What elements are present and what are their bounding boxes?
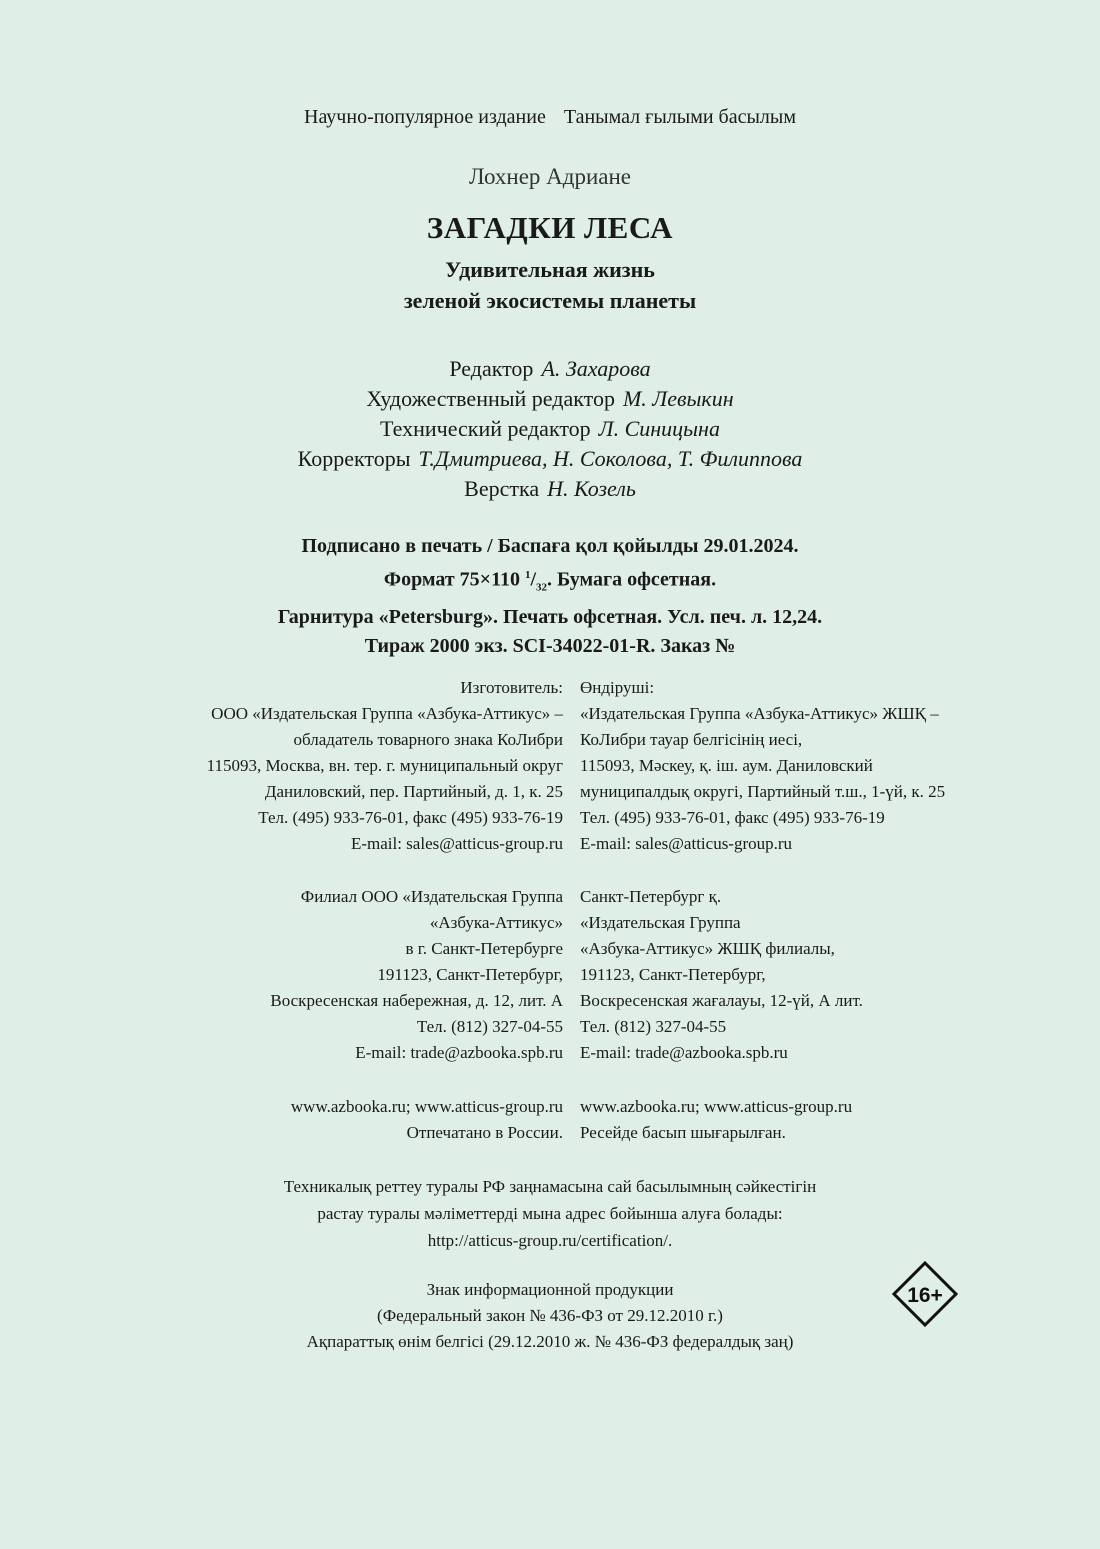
info-sign-line: Ақпараттық өнім белгісі (29.12.2010 ж. № 436-ФЗ федералдық заң) (306, 1332, 794, 1351)
age-rating-icon (891, 1260, 959, 1328)
branch-line: Филиал ООО «Издательская Группа (300, 887, 563, 906)
web-ru (291, 1094, 563, 1146)
credits (0, 354, 1100, 504)
manufacturer-ru (207, 675, 563, 857)
branch-line: «Азбука-Аттикус» ЖШҚ филиалы, (580, 939, 835, 958)
manufacturer-line: муниципалдық округі, Партийный т.ш., 1-үй, к. 25 (580, 782, 946, 801)
print-run-line: Тираж 2000 экз. SCI-34022-01-R. Заказ № (364, 634, 736, 657)
book-subtitle (0, 254, 1100, 316)
branch-line: 191123, Санкт-Петербург, (580, 965, 766, 984)
age-rating-badge (891, 1260, 959, 1328)
print-details (0, 532, 1100, 661)
series-ru: Научно-популярное издание (304, 106, 546, 128)
author: Лохнер Адриане (468, 164, 632, 189)
manufacturer-line: Даниловский, пер. Партийный, д. 1, к. 25 (264, 782, 563, 801)
credit-name: М. Левыкин (622, 386, 734, 411)
credit-role: Технический редактор (380, 416, 591, 441)
info-sign-line: Знак информационной продукции (426, 1280, 674, 1299)
branch-ru (270, 884, 563, 1066)
info-sign-line: (Федеральный закон № 436-ФЗ от 29.12.2010 г.) (377, 1306, 723, 1325)
manufacturer-line: 115093, Мәскеу, қ. іш. аум. Даниловский (580, 756, 873, 775)
branch-line: Воскресенская жағалауы, 12-үй, А лит. (580, 991, 863, 1010)
credit-name: А. Захарова (541, 356, 651, 381)
manufacturer-line: E-mail: sales@atticus-group.ru (350, 834, 563, 853)
credit-layout (0, 474, 1100, 504)
manufacturer-line: обладатель товарного знака КоЛибри (293, 730, 563, 749)
certification-url: http://atticus-group.ru/certification/. (427, 1231, 673, 1250)
printed-in-line: Ресейде басып шығарылған. (580, 1123, 786, 1142)
manufacturer-line: КоЛибри тауар белгісінің иесі, (580, 730, 803, 749)
branch-line: Тел. (812) 327-04-55 (416, 1017, 563, 1036)
manufacturer-line: Тел. (495) 933-76-01, факс (495) 933-76-19 (580, 808, 885, 827)
credit-role: Корректоры (297, 446, 411, 471)
typeface-line: Гарнитура «Petersburg». Печать офсетная. Усл. печ. л. 12,24. (277, 605, 823, 628)
branch-line: «Азбука-Аттикус» (429, 913, 563, 932)
format-denominator: 32 (536, 581, 548, 594)
format-numerator: 1 (524, 569, 531, 581)
credit-name: Т.Дмитриева, Н. Соколова, Т. Филиппова (418, 446, 803, 471)
web-kz (580, 1094, 852, 1146)
manufacturer-kz (580, 675, 945, 857)
manufacturer-line: Изготовитель: (460, 678, 563, 697)
manufacturer-line: 115093, Москва, вн. тер. г. муниципальный округ (206, 756, 563, 775)
paper-text: . Бумага офсетная. (547, 568, 717, 591)
branch-kz (580, 884, 863, 1066)
branch-line: E-mail: trade@azbooka.spb.ru (355, 1043, 563, 1062)
credit-art-editor (0, 384, 1100, 414)
certification-line: растау туралы мәліметтерді мына адрес бойынша алуға болады: (317, 1204, 783, 1223)
manufacturer-line: «Издательская Группа «Азбука-Аттикус» ЖШҚ – (580, 704, 939, 723)
certification-note (0, 1173, 1100, 1254)
certification-line: Техникалық реттеу туралы РФ заңнамасына сай басылымның сәйкестігін (283, 1177, 817, 1196)
branch-line: Воскресенская набережная, д. 12, лит. А (270, 991, 563, 1010)
credit-name: Л. Синицына (598, 416, 720, 441)
credit-proofreaders (0, 444, 1100, 474)
series-line (0, 106, 1100, 129)
manufacturer-line: E-mail: sales@atticus-group.ru (580, 834, 793, 853)
manufacturer-line: ООО «Издательская Группа «Азбука-Аттикус» – (211, 704, 563, 723)
website-line: www.azbooka.ru; www.atticus-group.ru (580, 1097, 853, 1116)
series-kz: Танымал ғылыми басылым (563, 106, 796, 128)
subtitle-line: зеленой экосистемы планеты (403, 288, 697, 313)
branch-line: «Издательская Группа (580, 913, 741, 932)
credit-name: Н. Козель (547, 476, 636, 501)
branch-line: Тел. (812) 327-04-55 (580, 1017, 727, 1036)
manufacturer-line: Тел. (495) 933-76-01, факс (495) 933-76-19 (258, 808, 563, 827)
book-title: ЗАГАДКИ ЛЕСА (426, 210, 674, 245)
credit-tech-editor (0, 414, 1100, 444)
website-line: www.azbooka.ru; www.atticus-group.ru (290, 1097, 563, 1116)
subtitle-line: Удивительная жизнь (445, 257, 655, 282)
manufacturer-line: Өндіруші: (580, 678, 655, 697)
branch-line: Санкт-Петербург қ. (580, 887, 722, 906)
branch-line: E-mail: trade@azbooka.spb.ru (580, 1043, 788, 1062)
age-rating-text: 16+ (907, 1284, 943, 1307)
format-text: Формат 75×110 (383, 568, 520, 591)
credit-role: Редактор (449, 356, 534, 381)
credit-editor (0, 354, 1100, 384)
credit-role: Художественный редактор (366, 386, 615, 411)
format-line: Формат 75×110 $^1/_{32}$. Бумага офсетная. (383, 568, 717, 594)
branch-line: в г. Санкт-Петербурге (405, 939, 563, 958)
printed-in-line: Отпечатано в России. (406, 1123, 563, 1142)
branch-line: 191123, Санкт-Петербург, (377, 965, 563, 984)
credit-role: Верстка (464, 476, 540, 501)
signed-date: Подписано в печать / Баспаға қол қойылды 29.01.2024. (301, 535, 799, 557)
